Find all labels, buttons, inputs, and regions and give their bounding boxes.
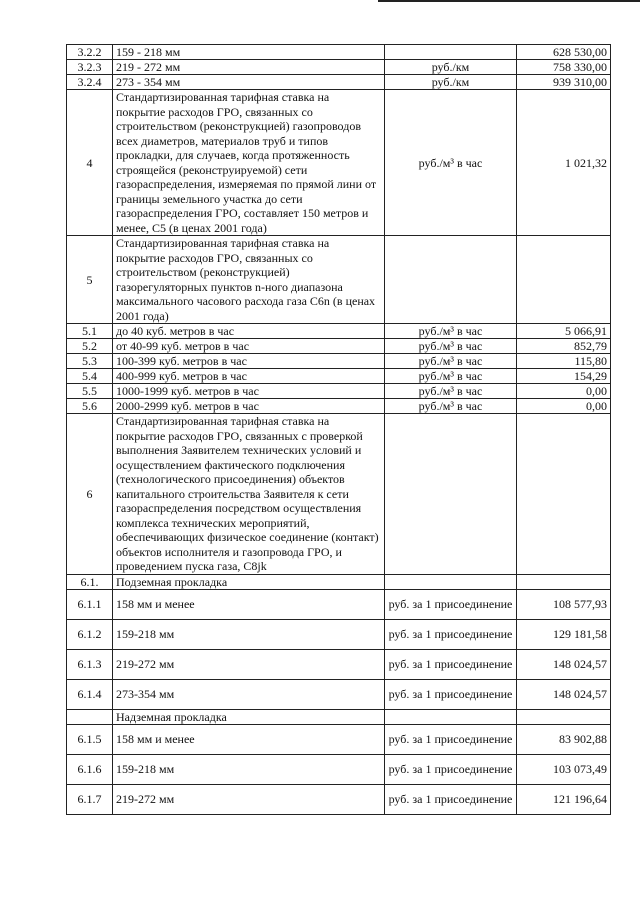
row-number: 6.1.7	[67, 784, 113, 814]
row-value	[517, 414, 611, 575]
table-row	[67, 709, 611, 724]
row-description: Надземная прокладка	[113, 709, 385, 724]
row-value: 852,79	[517, 339, 611, 354]
row-description: до 40 куб. метров в час	[113, 324, 385, 339]
row-unit: руб. за 1 присоединение	[385, 619, 517, 649]
table-row	[67, 236, 611, 324]
row-number: 5.4	[67, 369, 113, 384]
row-number: 6.1.6	[67, 754, 113, 784]
row-unit	[385, 236, 517, 324]
row-number: 5	[67, 236, 113, 324]
row-number: 3.2.3	[67, 60, 113, 75]
row-unit: руб./м³ в час	[385, 369, 517, 384]
row-unit: руб. за 1 присоединение	[385, 589, 517, 619]
tariff-table-body	[67, 45, 611, 815]
row-description: 158 мм и менее	[113, 724, 385, 754]
table-row	[67, 679, 611, 709]
row-description: 2000-2999 куб. метров в час	[113, 399, 385, 414]
table-row	[67, 60, 611, 75]
table-row	[67, 384, 611, 399]
top-rule	[378, 0, 640, 2]
table-row	[67, 90, 611, 236]
row-number: 5.5	[67, 384, 113, 399]
row-unit: руб./м³ в час	[385, 354, 517, 369]
row-description: 219 - 272 мм	[113, 60, 385, 75]
row-value: 103 073,49	[517, 754, 611, 784]
row-value: 148 024,57	[517, 649, 611, 679]
row-value: 83 902,88	[517, 724, 611, 754]
row-description: от 40-99 куб. метров в час	[113, 339, 385, 354]
row-number: 4	[67, 90, 113, 236]
row-value: 758 330,00	[517, 60, 611, 75]
row-description: 158 мм и менее	[113, 589, 385, 619]
row-number: 6.1.2	[67, 619, 113, 649]
row-description: 159 - 218 мм	[113, 45, 385, 60]
row-unit	[385, 45, 517, 60]
row-number: 3.2.2	[67, 45, 113, 60]
table-row	[67, 369, 611, 384]
table-row	[67, 324, 611, 339]
row-description: 1000-1999 куб. метров в час	[113, 384, 385, 399]
row-number: 3.2.4	[67, 75, 113, 90]
row-unit: руб./м³ в час	[385, 90, 517, 236]
table-row	[67, 75, 611, 90]
row-number: 6.1.3	[67, 649, 113, 679]
table-row	[67, 724, 611, 754]
row-value: 5 066,91	[517, 324, 611, 339]
row-description: 159-218 мм	[113, 619, 385, 649]
table-row	[67, 754, 611, 784]
table-row	[67, 589, 611, 619]
row-value: 0,00	[517, 384, 611, 399]
row-number	[67, 709, 113, 724]
row-value: 108 577,93	[517, 589, 611, 619]
row-unit: руб./км	[385, 75, 517, 90]
row-description: 159-218 мм	[113, 754, 385, 784]
row-number: 6.1.5	[67, 724, 113, 754]
row-value: 129 181,58	[517, 619, 611, 649]
tariff-table	[66, 44, 611, 815]
row-value: 148 024,57	[517, 679, 611, 709]
row-value: 121 196,64	[517, 784, 611, 814]
row-description: 219-272 мм	[113, 649, 385, 679]
table-row	[67, 649, 611, 679]
row-value: 1 021,32	[517, 90, 611, 236]
row-unit	[385, 574, 517, 589]
row-description: Стандартизированная тарифная ставка на покрытие расходов ГРО, связанных с проверкой выполнения Заявителем технических условий и осуществлением фактического подключения (технологического присоединения) объектов капитального строительства Заявителя к сети газораспределения посредством осуществления комплекса технических мероприятий, обеспечивающих физическое соединение (контакт) объектов исполнителя и газопровода ГРО, и проведением пуска газа, C8jk	[113, 414, 385, 575]
row-description: Стандартизированная тарифная ставка на покрытие расходов ГРО, связанных со строительством (реконструкцией) газорегуляторных пунктов n-ного диапазона максимального часового расхода газа С6n (в ценах 2001 года)	[113, 236, 385, 324]
row-number: 6.1.1	[67, 589, 113, 619]
table-row	[67, 399, 611, 414]
row-value: 628 530,00	[517, 45, 611, 60]
row-unit: руб./м³ в час	[385, 324, 517, 339]
row-unit	[385, 414, 517, 575]
row-unit: руб./км	[385, 60, 517, 75]
row-unit: руб. за 1 присоединение	[385, 649, 517, 679]
row-description: 273 - 354 мм	[113, 75, 385, 90]
row-unit: руб./м³ в час	[385, 339, 517, 354]
row-description: 400-999 куб. метров в час	[113, 369, 385, 384]
row-number: 5.3	[67, 354, 113, 369]
table-row	[67, 619, 611, 649]
table-row	[67, 414, 611, 575]
row-unit: руб. за 1 присоединение	[385, 724, 517, 754]
table-row	[67, 45, 611, 60]
row-description: Подземная прокладка	[113, 574, 385, 589]
row-unit	[385, 709, 517, 724]
row-value: 115,80	[517, 354, 611, 369]
row-value	[517, 236, 611, 324]
row-unit: руб. за 1 присоединение	[385, 784, 517, 814]
row-number: 6	[67, 414, 113, 575]
row-unit: руб. за 1 присоединение	[385, 679, 517, 709]
row-value: 0,00	[517, 399, 611, 414]
table-row	[67, 339, 611, 354]
row-description: 219-272 мм	[113, 784, 385, 814]
row-value	[517, 709, 611, 724]
table-row	[67, 574, 611, 589]
row-number: 5.6	[67, 399, 113, 414]
row-description: 100-399 куб. метров в час	[113, 354, 385, 369]
row-description: Стандартизированная тарифная ставка на покрытие расходов ГРО, связанных со строительством (реконструкцией) газопроводов всех диаметров, материалов труб и типов прокладки, для случаев, когда протяженность строящейся (реконструируемой) сети газораспределения, измеряемая по прямой лини от границы земельного участка до сети газораспределения ГРО, составляет 150 метров и менее, С5 (в ценах 2001 года)	[113, 90, 385, 236]
row-number: 6.1.	[67, 574, 113, 589]
row-value: 154,29	[517, 369, 611, 384]
row-unit: руб./м³ в час	[385, 384, 517, 399]
row-value	[517, 574, 611, 589]
table-row	[67, 784, 611, 814]
row-unit: руб./м³ в час	[385, 399, 517, 414]
row-number: 6.1.4	[67, 679, 113, 709]
row-number: 5.2	[67, 339, 113, 354]
table-row	[67, 354, 611, 369]
row-unit: руб. за 1 присоединение	[385, 754, 517, 784]
row-number: 5.1	[67, 324, 113, 339]
row-value: 939 310,00	[517, 75, 611, 90]
row-description: 273-354 мм	[113, 679, 385, 709]
